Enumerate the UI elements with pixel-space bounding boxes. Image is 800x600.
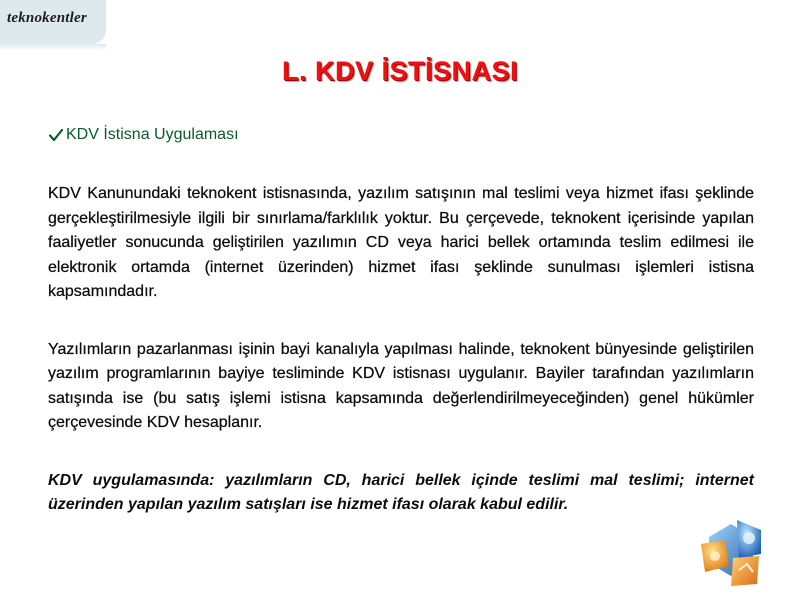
paragraph-1: KDV Kanunundaki teknokent istisnasında, yazılım satışının mal teslimi veya hizmet ifası şeklinde gerçekleştirilmesiyle ilgili bir sınırlama/farklılık yoktur. Bu çerçevede, teknokent içerisinde yapılan faaliyetler sonucunda geliştirilen yazılımın CD veya harici bellek ortamında teslim edilmesi ile elektronik ortamda (internet üzerinden) hizmet ifası şeklinde sunulması işlemleri istisna kapsamındadır. [48, 185, 754, 300]
checkmark-icon [48, 127, 64, 143]
logo-text: teknokentler [7, 10, 87, 26]
logo-tab-fade [0, 44, 106, 50]
paragraph-2: Yazılımların pazarlanması işinin bayi kanalıyla yapılması halinde, teknokent bünyesinde geliştirilen yazılım programlarının bayiye tesliminde KDV istisnası uygulanır. Bayiler tarafından yazılımların satışında ise (bu satış işlemi istisna kapsamında değerlendirilmeyeceğinden) genel hükümler çerçevesinde KDV hesaplanır. [48, 340, 754, 431]
slide-title: L. KDV İSTİSNASI [281, 56, 519, 86]
paragraph-3: KDV uygulamasında: yazılımların CD, harici bellek içinde teslimi mal teslimi; internet üzerinden yapılan yazılım satışları ise hizmet ifası olarak kabul edilir. [48, 471, 754, 513]
technology-collage-icon [695, 518, 767, 590]
slide-body [48, 182, 754, 551]
subheading-text: KDV İstisna Uygulaması [66, 126, 239, 143]
logo-tab [0, 0, 106, 44]
subheading [48, 126, 239, 144]
